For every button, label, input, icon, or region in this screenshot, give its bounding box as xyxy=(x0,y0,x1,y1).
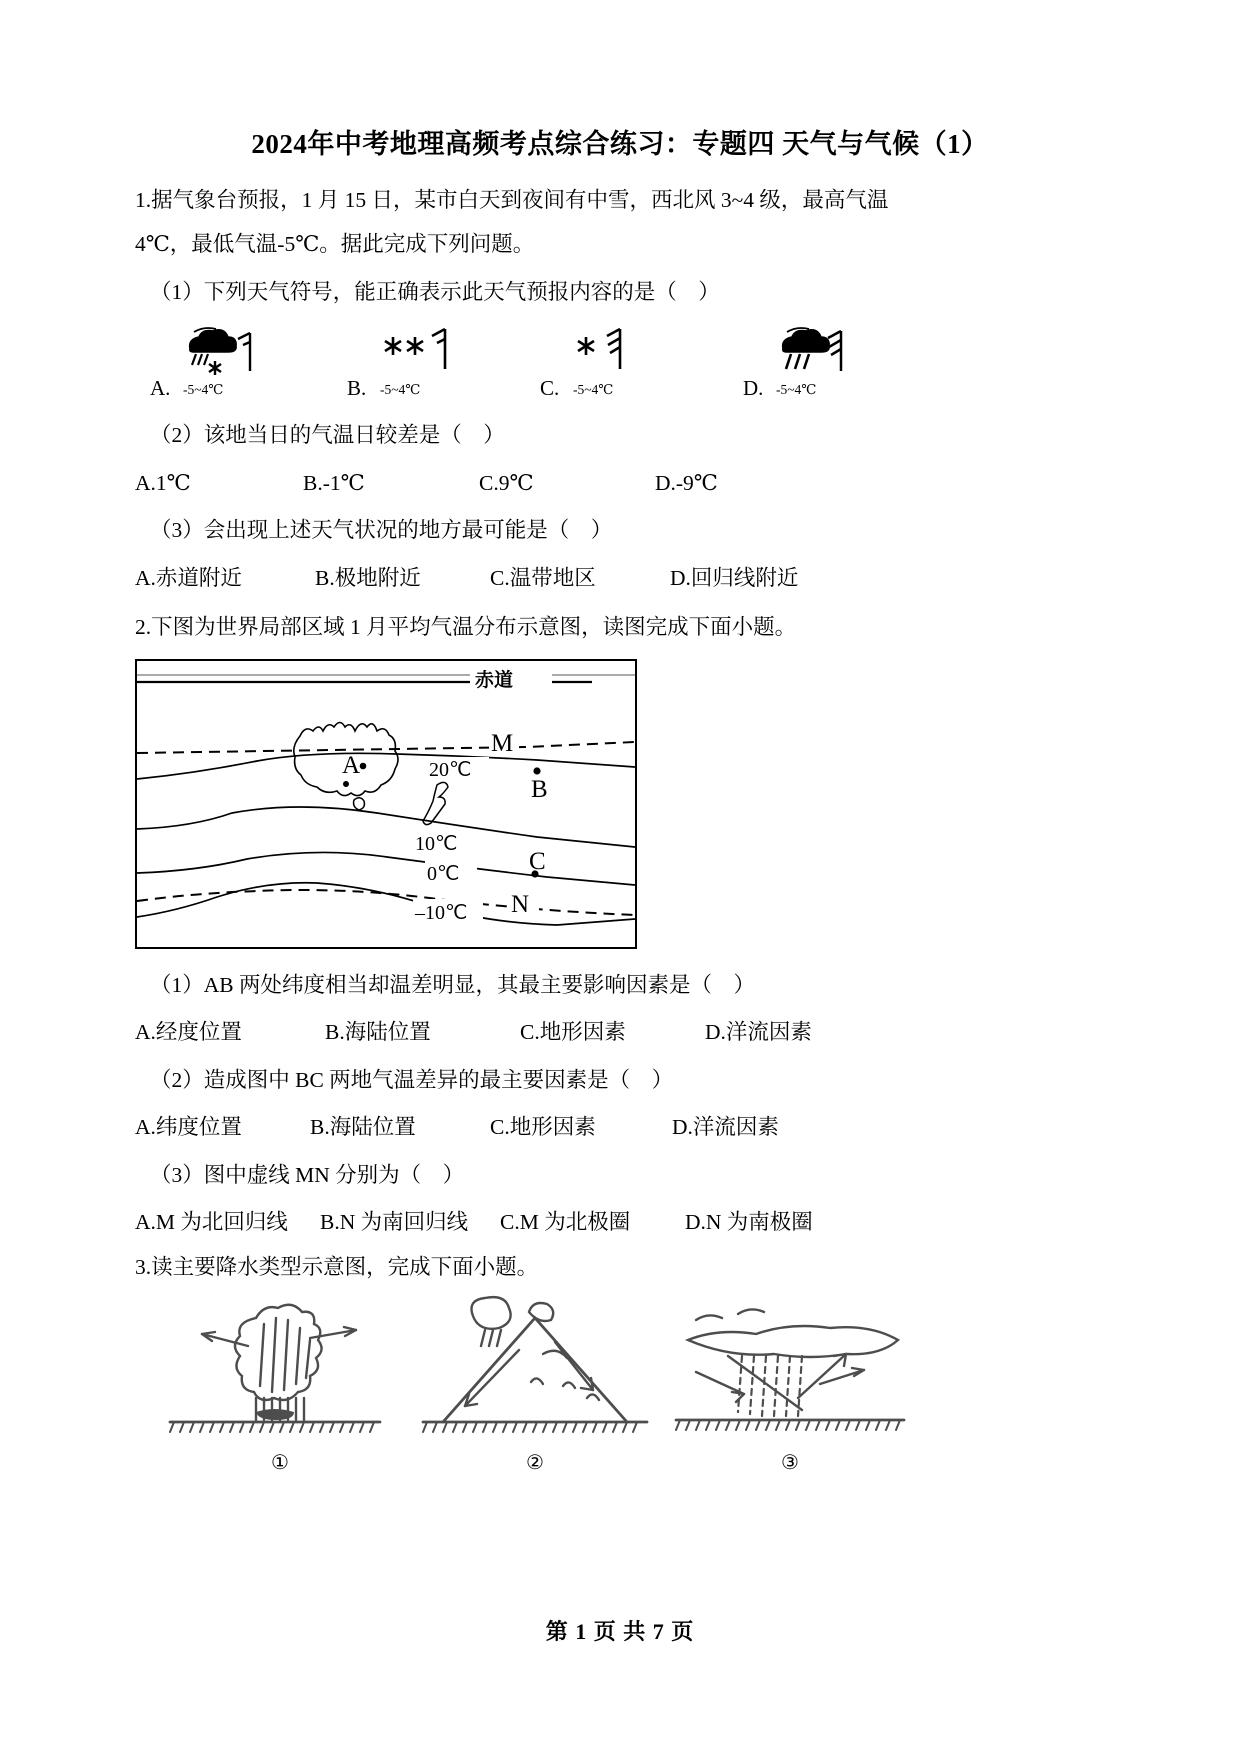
q2-sub3-options xyxy=(135,1212,1105,1234)
map-label-n: N xyxy=(511,890,530,918)
q1-sub2-options xyxy=(135,470,1105,495)
map-label-20c: 20℃ xyxy=(429,758,472,781)
q2-sub1-option-a[interactable]: A.经度位置 xyxy=(135,1020,242,1045)
q2-sub3-option-a[interactable]: A.M 为北回归线 xyxy=(135,1210,288,1235)
q2-sub2-option-a[interactable]: A.纬度位置 xyxy=(135,1115,242,1140)
precipitation-panel-1 xyxy=(160,1294,400,1475)
q2-sub2-option-c[interactable]: C.地形因素 xyxy=(490,1115,596,1140)
precipitation-panel-3-number: ③ xyxy=(781,1452,799,1475)
q1-sub3-prompt: （3）会出现上述天气状况的地方最可能是（ ） xyxy=(150,518,613,543)
q1-sub3-options xyxy=(135,565,1105,590)
january-mean-temperature-map xyxy=(135,659,637,949)
q2-sub1-options xyxy=(135,1022,1105,1044)
q1-sub2-option-a[interactable]: A.1℃ xyxy=(135,470,191,495)
q1-sub3-option-b[interactable]: B.极地附近 xyxy=(315,565,421,590)
map-label-a: A xyxy=(342,751,361,779)
option-a-temperature: -5~4℃ xyxy=(183,381,224,397)
map-label-10c: 10℃ xyxy=(415,832,458,855)
page-title: 2024年中考地理高频考点综合练习：专题四 天气与气候（1） xyxy=(251,129,989,159)
heavy-snow-wind-icon xyxy=(377,325,472,377)
q1-stem-line2: 4℃，最低气温-5℃。据此完成下列问题。 xyxy=(135,232,535,257)
q1-sub1-symbol-options xyxy=(135,321,1105,399)
q1-sub3-option-d[interactable]: D.回归线附近 xyxy=(670,565,799,590)
precipitation-panel-2-number: ② xyxy=(526,1452,544,1475)
point-a-marker xyxy=(360,762,367,769)
option-d-temperature: -5~4℃ xyxy=(776,381,817,397)
q1-sub2-option-b[interactable]: B.-1℃ xyxy=(303,470,365,495)
page-footer: 第 1 页 共 7 页 xyxy=(545,1619,695,1644)
q2-stem: 2.下图为世界局部区域 1 月平均气温分布示意图，读图完成下面小题。 xyxy=(135,615,797,640)
q1-sub2-option-c[interactable]: C.9℃ xyxy=(479,470,534,495)
precipitation-panel-1-number: ① xyxy=(271,1452,289,1475)
option-b-temperature: -5~4℃ xyxy=(380,381,421,397)
option-d-label: D. xyxy=(743,376,764,401)
precipitation-panel-3 xyxy=(670,1294,910,1475)
map-label-b: B xyxy=(531,775,548,803)
q2-sub1-option-c[interactable]: C.地形因素 xyxy=(520,1020,626,1045)
option-c-label: C. xyxy=(540,376,560,401)
light-snow-strong-wind-icon xyxy=(570,325,665,377)
q1-stem-line1: 1.据气象台预报，1 月 15 日，某市白天到夜间有中雪，西北风 3~4 级，最高气温 xyxy=(135,187,889,212)
q2-sub1-option-d[interactable]: D.洋流因素 xyxy=(705,1020,812,1045)
q2-sub2-option-d[interactable]: D.洋流因素 xyxy=(672,1115,779,1140)
q2-sub2-options xyxy=(135,1117,1105,1139)
q2-sub1-option-b[interactable]: B.海陆位置 xyxy=(325,1020,431,1045)
cloud-rain-strong-wind-icon xyxy=(773,325,868,377)
q2-sub3-option-c[interactable]: C.M 为北极圈 xyxy=(500,1210,631,1235)
option-c-temperature: -5~4℃ xyxy=(573,381,614,397)
point-b-marker xyxy=(533,767,540,774)
cloud-sleet-wind-icon xyxy=(180,325,275,377)
option-a-label: A. xyxy=(150,376,171,401)
q1-sub2-prompt: （2）该地当日的气温日较差是（ ） xyxy=(150,423,505,448)
q2-sub3-option-d[interactable]: D.N 为南极圈 xyxy=(685,1210,813,1235)
q2-sub3-prompt: （3）图中虚线 MN 分别为（ ） xyxy=(150,1162,465,1187)
q1-sub2-option-d[interactable]: D.-9℃ xyxy=(655,470,718,495)
map-label-m: M xyxy=(491,729,514,757)
precipitation-panel-2 xyxy=(415,1294,655,1475)
q2-sub2-option-b[interactable]: B.海陆位置 xyxy=(310,1115,416,1140)
q2-sub3-option-b[interactable]: B.N 为南回归线 xyxy=(320,1210,469,1235)
option-b-label: B. xyxy=(347,376,367,401)
q1-sub3-option-c[interactable]: C.温带地区 xyxy=(490,565,596,590)
q1-sub1-prompt: （1）下列天气符号，能正确表示此天气预报内容的是（ ） xyxy=(150,279,720,304)
q3-stem: 3.读主要降水类型示意图，完成下面小题。 xyxy=(135,1254,539,1279)
q1-sub3-option-a[interactable]: A.赤道附近 xyxy=(135,565,242,590)
q2-sub1-prompt: （1）AB 两处纬度相当却温差明显，其最主要影响因素是（ ） xyxy=(150,972,755,997)
map-label-minus10c: –10℃ xyxy=(415,901,468,924)
map-label-equator: 赤道 xyxy=(475,669,514,691)
map-label-0c: 0℃ xyxy=(427,862,460,885)
precipitation-types-diagram xyxy=(135,1294,945,1475)
map-label-c: C xyxy=(529,847,546,875)
q2-sub2-prompt: （2）造成图中 BC 两地气温差异的最主要因素是（ ） xyxy=(150,1067,674,1092)
